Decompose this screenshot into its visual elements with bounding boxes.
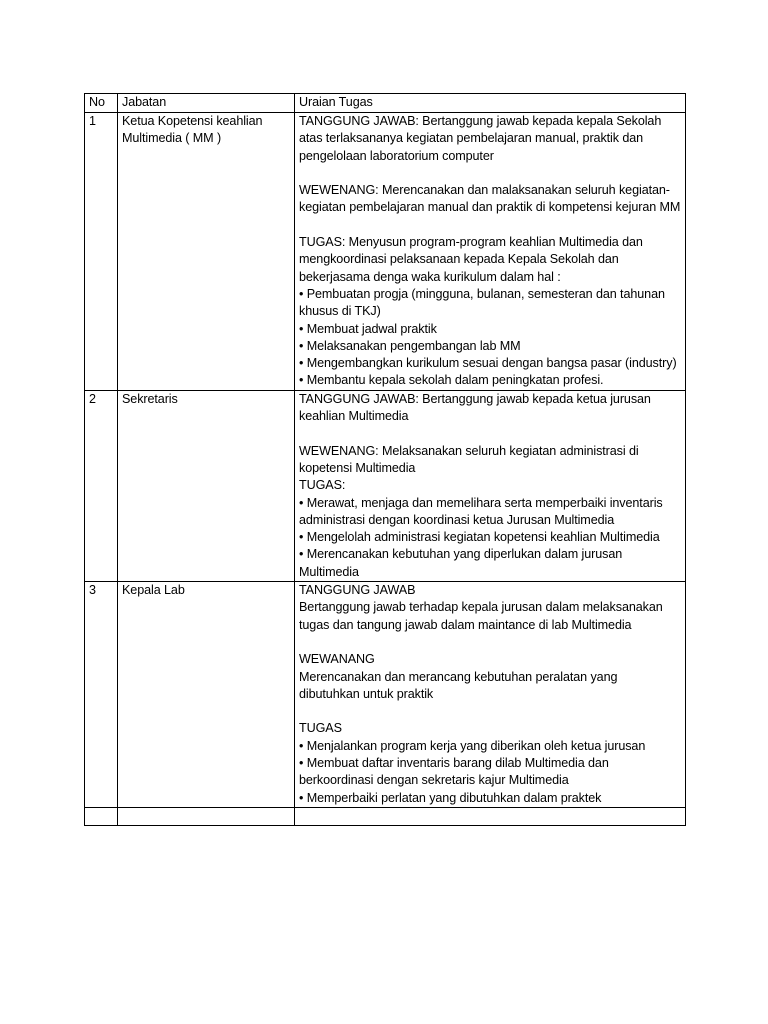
header-jabatan: Jabatan bbox=[118, 94, 295, 113]
bullet-item: • Memperbaiki perlatan yang dibutuhkan dalam praktek bbox=[299, 790, 602, 805]
wewenang-text: Merencanakan dan merancang kebutuhan peralatan yang dibutuhkan untuk praktik bbox=[299, 669, 618, 701]
row-uraian bbox=[295, 113, 686, 391]
tanggung-jawab-text: Bertanggung jawab terhadap kepala jurusan dalam melaksanakan tugas dan tangung jawab dalam maintance di lab Multimedia bbox=[299, 600, 663, 632]
empty-table-row bbox=[85, 807, 686, 825]
bullet-item: • Pembuatan progja (mingguna, bulanan, semesteran dan tahunan khusus di TKJ) bbox=[299, 286, 665, 319]
tugas-intro-text: TUGAS: Menyusun program-program keahlian Multimedia dan mengkoordinasi pelaksanaan kepada Kepala Sekolah dan bekerjasama denga waka kurikulum dalam hal : bbox=[299, 235, 643, 284]
row-jabatan: Kepala Lab bbox=[118, 582, 295, 808]
empty-cell bbox=[118, 807, 295, 825]
table-row bbox=[85, 582, 686, 808]
bullet-item: • Membantu kepala sekolah dalam peningkatan profesi. bbox=[299, 373, 604, 388]
paragraph-gap bbox=[299, 425, 681, 442]
paragraph-gap bbox=[299, 703, 681, 720]
bullet-item: • Membuat jadwal praktik bbox=[299, 321, 437, 336]
wewenang-text: WEWENANG: Melaksanakan seluruh kegiatan administrasi di kopetensi Multimedia bbox=[299, 443, 639, 475]
bullet-item: • Merawat, menjaga dan memelihara serta memperbaiki inventaris administrasi dengan koordinasi ketua Jurusan Multimedia bbox=[299, 495, 663, 527]
row-uraian bbox=[295, 390, 686, 581]
row-jabatan: Sekretaris bbox=[118, 390, 295, 581]
paragraph-gap bbox=[299, 634, 681, 651]
tanggung-jawab-text: TANGGUNG JAWAB: Bertanggung jawab kepada kepala Sekolah atas terlaksananya kegiatan pembelajaran manual, praktik dan pengelolaan laboratorium computer bbox=[299, 114, 662, 163]
header-uraian-tugas: Uraian Tugas bbox=[295, 94, 686, 113]
header-no: No bbox=[85, 94, 118, 113]
table-row bbox=[85, 113, 686, 391]
header-row bbox=[85, 94, 686, 113]
bullet-item: • Mengelolah administrasi kegiatan kopetensi keahlian Multimedia bbox=[299, 530, 660, 545]
wewenang-heading: WEWANANG bbox=[299, 652, 375, 667]
tugas-heading: TUGAS: bbox=[299, 478, 346, 493]
row-number: 3 bbox=[85, 582, 118, 808]
row-uraian bbox=[295, 582, 686, 808]
bullet-item: • Membuat daftar inventaris barang dilab Multimedia dan berkoordinasi dengan sekretaris kajur Multimedia bbox=[299, 755, 609, 788]
row-number: 2 bbox=[85, 390, 118, 581]
empty-cell bbox=[295, 807, 686, 825]
empty-cell bbox=[85, 807, 118, 825]
paragraph-gap bbox=[299, 165, 681, 182]
tugas-heading: TUGAS bbox=[299, 721, 342, 736]
tanggung-jawab-heading: TANGGUNG JAWAB bbox=[299, 583, 416, 598]
duty-table bbox=[84, 93, 686, 826]
paragraph-gap bbox=[299, 217, 681, 234]
bullet-item: • Melaksanakan pengembangan lab MM bbox=[299, 338, 521, 353]
bullet-item: • Mengembangkan kurikulum sesuai dengan bangsa pasar (industry) bbox=[299, 356, 677, 371]
table-row bbox=[85, 390, 686, 581]
row-number: 1 bbox=[85, 113, 118, 391]
bullet-item: • Menjalankan program kerja yang diberikan oleh ketua jurusan bbox=[299, 738, 646, 753]
bullet-item: • Merencanakan kebutuhan yang diperlukan dalam jurusan Multimedia bbox=[299, 547, 623, 579]
wewenang-text: WEWENANG: Merencanakan dan malaksanakan seluruh kegiatan-kegiatan pembelajaran manual dan praktik di kompetensi kejuran MM bbox=[299, 183, 681, 215]
tanggung-jawab-text: TANGGUNG JAWAB: Bertanggung jawab kepada ketua jurusan keahlian Multimedia bbox=[299, 391, 651, 424]
row-jabatan: Ketua Kopetensi keahlian Multimedia ( MM ) bbox=[118, 113, 295, 391]
